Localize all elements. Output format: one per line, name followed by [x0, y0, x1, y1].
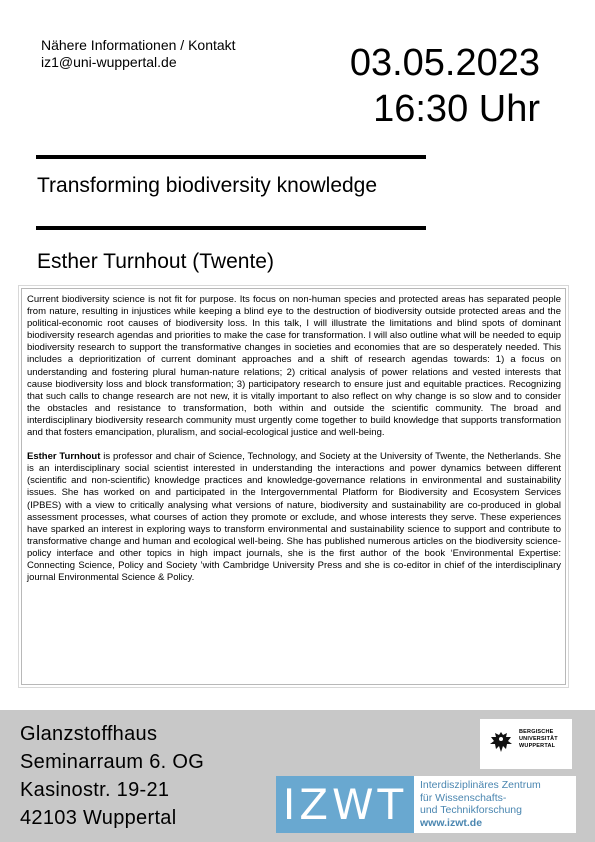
- izwt-line-3: und Technikforschung: [420, 804, 522, 816]
- speaker-bio: [27, 451, 561, 584]
- event-datetime: [350, 40, 540, 132]
- venue-street: Kasinostr. 19-21: [20, 779, 170, 801]
- venue-building: Glanzstoffhaus: [20, 723, 158, 745]
- contact-block: [41, 37, 236, 71]
- venue-city: 42103 Wuppertal: [20, 807, 177, 829]
- contact-email: iz1@uni-wuppertal.de: [41, 54, 177, 70]
- speaker-name: Esther Turnhout (Twente): [37, 250, 274, 273]
- izwt-name: [414, 776, 541, 833]
- bio-text: is professor and chair of Science, Technology, and Society at the University of Twente, the Netherlands. She is an interdisciplinary social scientist interested in understanding the interactions and power dynamics between different (scientific and non-scientific) knowledge practices and knowledge-governance relations in environmental and sustainability issues. She has worked on and participated in the Intergovernmental Platform for Biodiversity and Ecosystem Services (IPBES) with a view to critically analysing what versions of nature, biodiversity and sustainability are co-produced in global assessment processes, what courses of action they promote or exclude, and whose interests they serve. These experiences have sparked an interest in exploring ways to transform environmental and sustainability science to support and contribute to transformative change and human and ecological well-being. She has published numerous articles on the biodiversity science-policy interface and other topics in high impact journals, she is the first author of the book ‘Environmental Expertise: Connecting Science, Policy and Society ’with Cambridge University Press and she is co-editor in chief of the interdisciplinary journal Environmental Science & Policy.: [27, 451, 561, 584]
- university-line-3: WUPPERTAL: [519, 743, 556, 749]
- abstract-text: Current biodiversity science is not fit for purpose. Its focus on non-human species and protected areas has separated people from nature, resulting in injustices while keeping a blind eye to the destruction of biodiversity outside protected areas and the political-economic root causes of biodiversity loss. In this talk, I will illustrate the limitations and blind spots of dominant biodiversity research agendas and priorities to make the case for transformation. I will also outline what will be needed to equip biodiversity research to support the transformative changes in societies and economies that are so desperately needed. This includes a deprioritization of current dominant approaches and a shift of research agendas towards: 1) a focus on understanding and fostering plural human-nature relations; 2) critical analysis of power relations and vested interests that cause biodiversity loss and block transformation; 3) participatory research to ensure just and equitable practices. Recognizing that such calls to change research are not new, it is vitally important to also reflect on why change is so slow and to consider the obstacles and resistance to transformation, both within and outside the scientific community. The broad and interdisciplinary biodiversity research community must urgently come together to build knowledge that supports transformation and that fosters emancipation, pluralism, and social-ecological justice and well-being.: [27, 294, 561, 439]
- izwt-logo: [276, 776, 576, 833]
- university-line-2: UNIVERSITÄT: [519, 736, 558, 742]
- event-date: 03.05.2023: [349, 42, 540, 84]
- izwt-line-2: für Wissenschafts-: [420, 791, 507, 804]
- abstract-box: [21, 288, 566, 685]
- footer: [0, 710, 595, 842]
- venue-address: [20, 720, 204, 832]
- talk-title: Transforming biodiversity knowledge: [37, 174, 378, 197]
- venue-room: Seminarraum 6. OG: [20, 751, 205, 773]
- divider-bottom: [36, 226, 426, 230]
- divider-top: [36, 155, 426, 159]
- event-time: 16:30 Uhr: [373, 88, 540, 130]
- university-logo: [480, 719, 572, 769]
- bio-name: Esther Turnhout: [27, 451, 101, 463]
- izwt-url: www.izwt.de: [420, 816, 483, 829]
- university-name: [519, 729, 558, 750]
- izwt-abbreviation: IZWT: [276, 776, 414, 833]
- izwt-line-1: Interdisziplinäres Zentrum: [420, 779, 541, 791]
- eagle-emblem-icon: [488, 729, 514, 755]
- contact-label: Nähere Informationen / Kontakt: [41, 37, 236, 53]
- university-line-1: BERGISCHE: [519, 729, 554, 735]
